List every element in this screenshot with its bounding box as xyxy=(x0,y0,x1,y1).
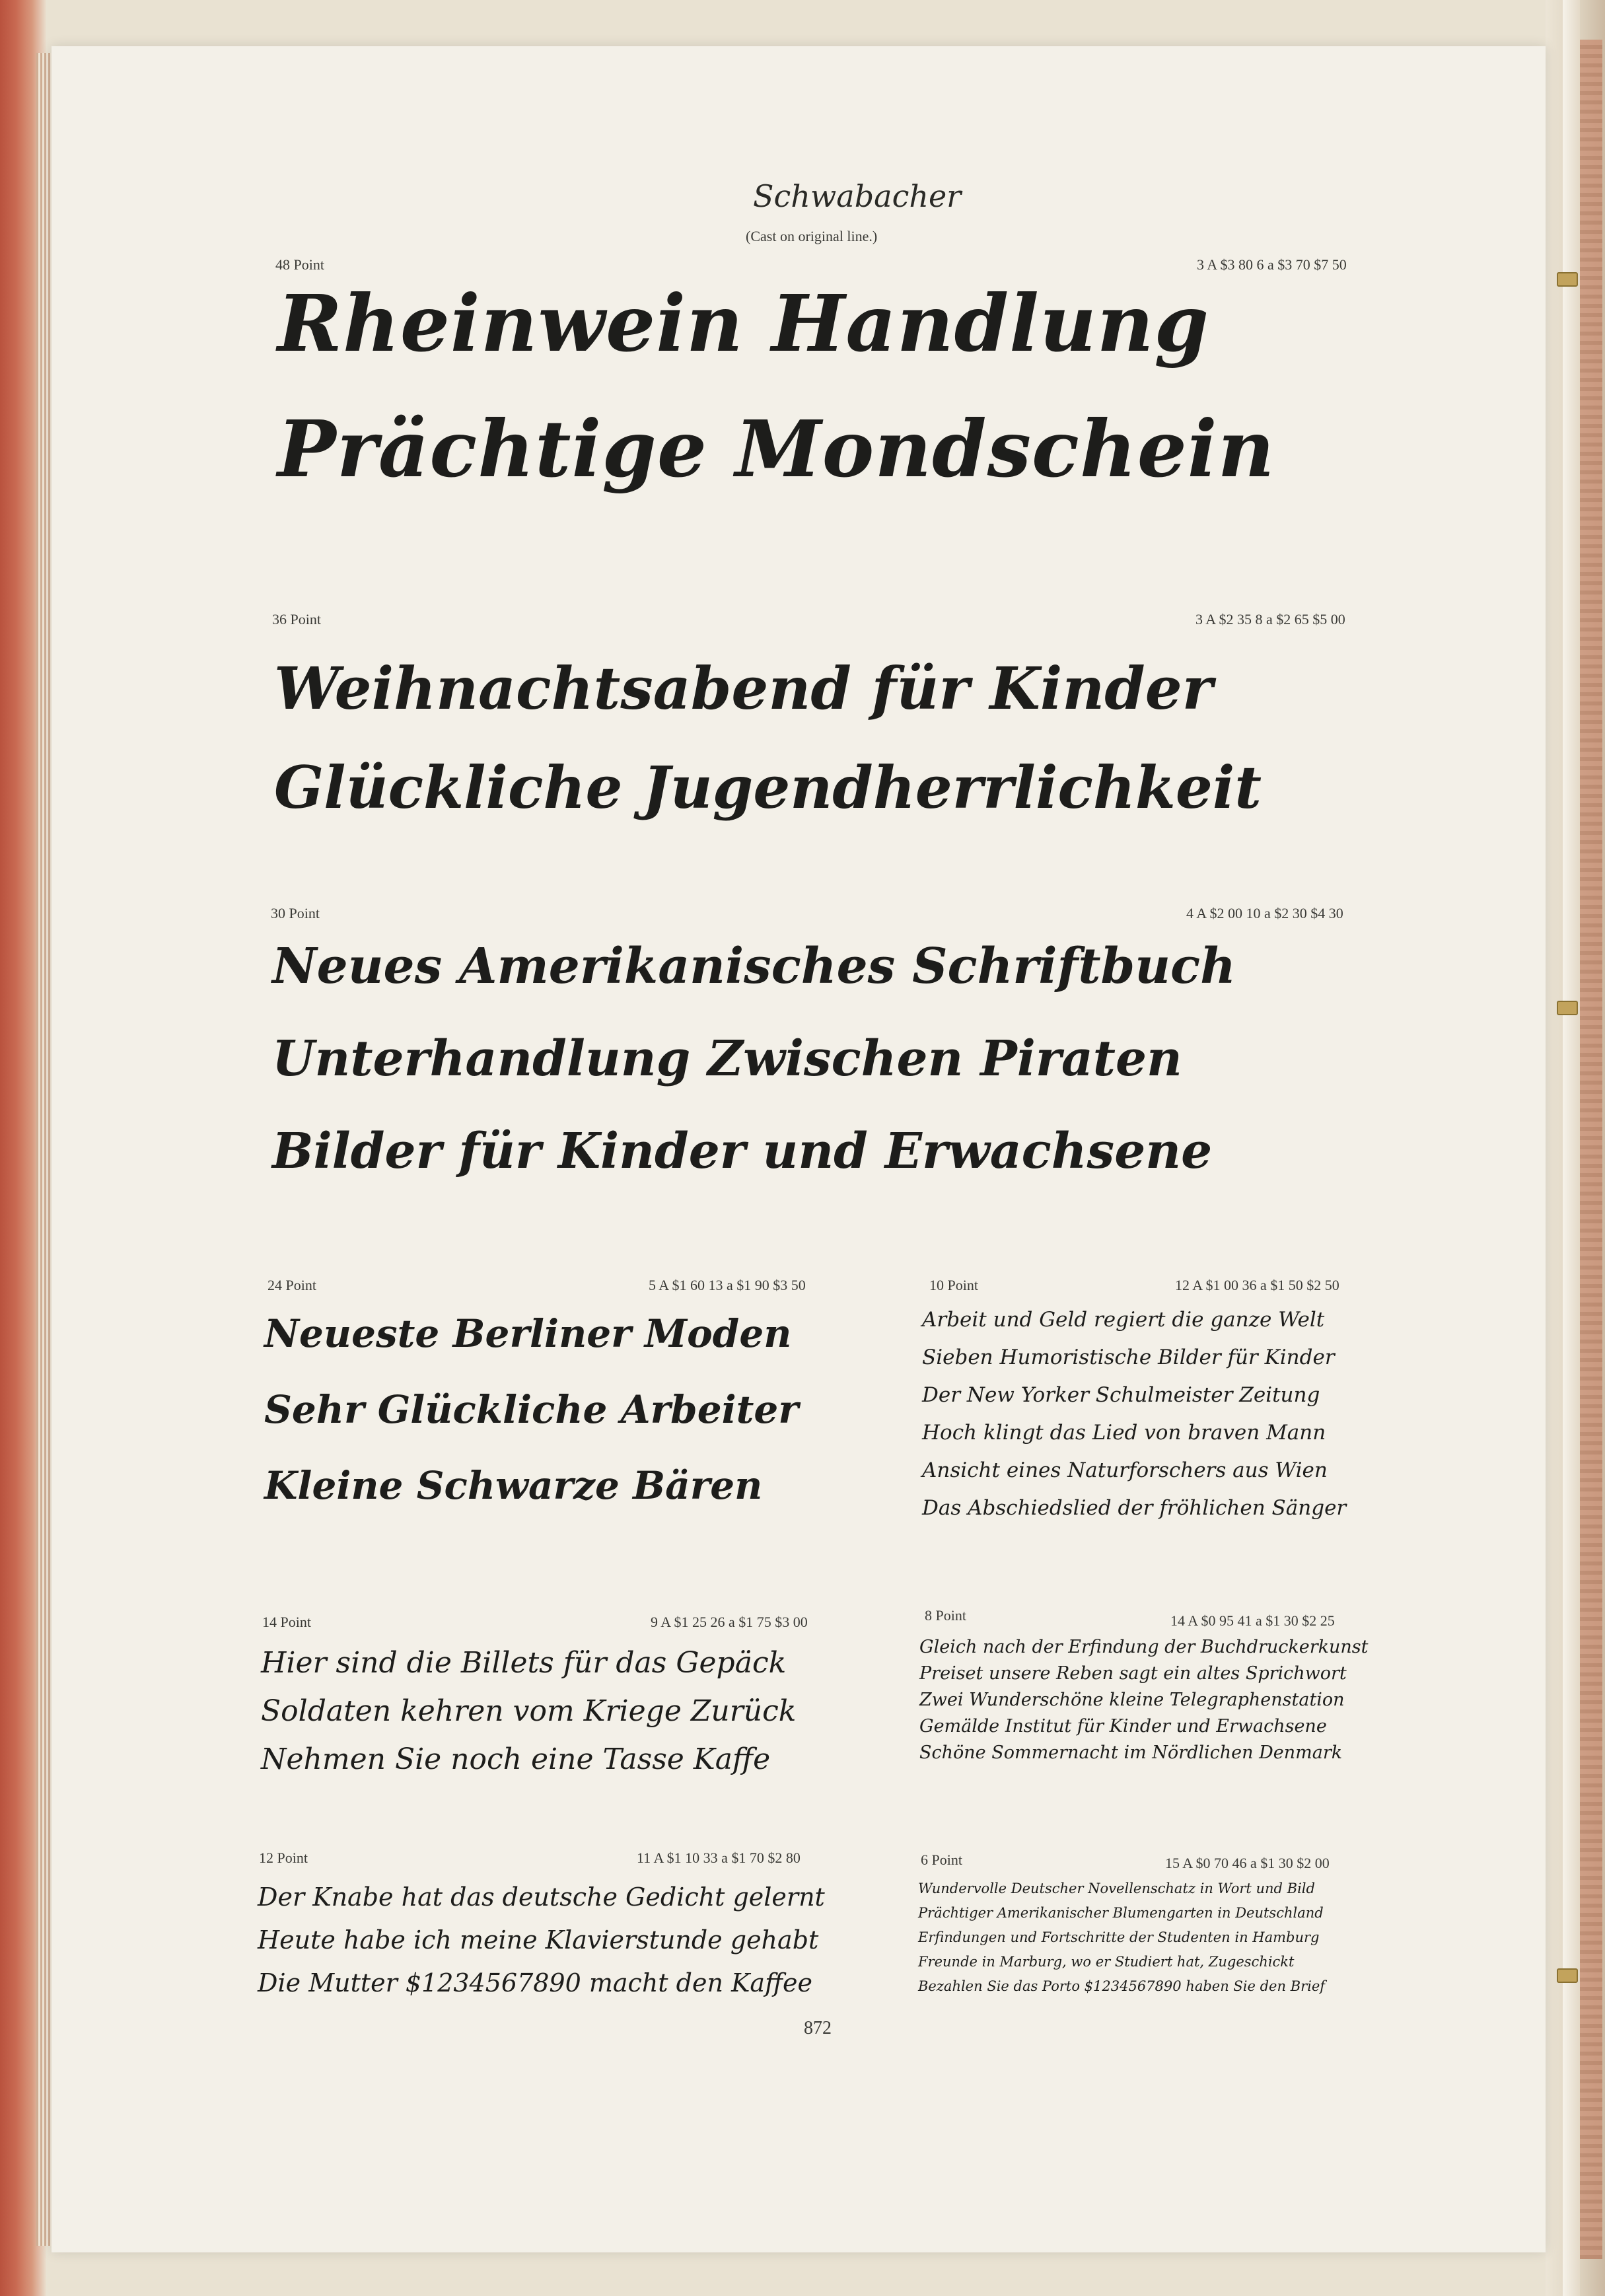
page-title: Schwabacher xyxy=(753,178,962,214)
specimen-size-label: 36 Point xyxy=(272,611,321,628)
specimen-line: Ansicht eines Naturforschers aus Wien xyxy=(922,1458,1328,1482)
gutter-strip xyxy=(1563,0,1580,2296)
specimen-price: 11 A $1 10 33 a $1 70 $2 80 xyxy=(637,1849,801,1866)
specimen-size-label: 8 Point xyxy=(925,1607,966,1624)
specimen-line: Die Mutter $1234567890 macht den Kaffee xyxy=(258,1968,812,1997)
specimen-line: Nehmen Sie noch eine Tasse Kaffe xyxy=(261,1742,771,1776)
specimen-line: Gemälde Institut für Kinder und Erwachsene xyxy=(919,1716,1327,1737)
specimen-price: 5 A $1 60 13 a $1 90 $3 50 xyxy=(649,1277,806,1293)
specimen-line: Hier sind die Billets für das Gepäck xyxy=(261,1646,787,1680)
specimen-price: 4 A $2 00 10 a $2 30 $4 30 xyxy=(1186,905,1343,921)
specimen-line: Preiset unsere Reben sagt ein altes Sprichwort xyxy=(919,1663,1347,1684)
specimen-size-label: 14 Point xyxy=(262,1614,311,1630)
specimen-line: Soldaten kehren vom Kriege Zurück xyxy=(261,1694,797,1728)
specimen-line: Schöne Sommernacht im Nördlichen Denmark xyxy=(919,1742,1343,1763)
page-subtitle: (Cast on original line.) xyxy=(746,228,878,244)
binding-clip xyxy=(1557,272,1578,287)
specimen-line: Bilder für Kinder und Erwachsene xyxy=(272,1123,1213,1180)
specimen-line: Erfindungen und Fortschritte der Studenten in Hamburg xyxy=(918,1929,1320,1945)
specimen-line: Das Abschiedslied der fröhlichen Sänger xyxy=(922,1496,1347,1520)
specimen-price: 12 A $1 00 36 a $1 50 $2 50 xyxy=(1175,1277,1339,1293)
specimen-size-label: 24 Point xyxy=(268,1277,316,1293)
specimen-line: Weihnachtsabend für Kinder xyxy=(274,654,1213,723)
specimen-line: Neueste Berliner Moden xyxy=(264,1311,792,1356)
specimen-line: Zwei Wunderschöne kleine Telegraphenstation xyxy=(919,1690,1345,1710)
specimen-size-label: 12 Point xyxy=(259,1849,308,1866)
specimen-line: Glückliche Jugendherrlichkeit xyxy=(274,753,1262,822)
specimen-size-label: 48 Point xyxy=(275,256,324,273)
specimen-line: Rheinwein Handlung xyxy=(277,277,1210,369)
specimen-line: Wundervolle Deutscher Novellenschatz in Wort und Bild xyxy=(918,1881,1315,1896)
specimen-size-label: 30 Point xyxy=(271,905,320,921)
page-number: 872 xyxy=(804,2018,832,2038)
specimen-line: Heute habe ich meine Klavierstunde gehabt xyxy=(258,1925,819,1955)
specimen-line: Sieben Humoristische Bilder für Kinder xyxy=(922,1345,1335,1369)
specimen-price: 14 A $0 95 41 a $1 30 $2 25 xyxy=(1170,1612,1335,1629)
specimen-line: Der Knabe hat das deutsche Gedicht gelernt xyxy=(258,1883,825,1912)
specimen-price: 15 A $0 70 46 a $1 30 $2 00 xyxy=(1165,1855,1330,1871)
specimen-line: Unterhandlung Zwischen Piraten xyxy=(272,1030,1182,1087)
specimen-line: Sehr Glückliche Arbeiter xyxy=(264,1387,799,1432)
binding-clip xyxy=(1557,1001,1578,1015)
specimen-line: Gleich nach der Erfindung der Buchdruckerkunst xyxy=(919,1637,1369,1657)
specimen-size-label: 6 Point xyxy=(921,1851,962,1868)
binding-cloth xyxy=(1580,40,1602,2259)
specimen-line: Bezahlen Sie das Porto $1234567890 haben Sie den Brief xyxy=(918,1978,1326,1994)
specimen-line: Prächtiger Amerikanischer Blumengarten in Deutschland xyxy=(918,1905,1324,1921)
specimen-size-label: 10 Point xyxy=(929,1277,978,1293)
specimen-line: Kleine Schwarze Bären xyxy=(264,1463,763,1508)
specimen-line: Arbeit und Geld regiert die ganze Welt xyxy=(922,1308,1325,1332)
specimen-price: 3 A $3 80 6 a $3 70 $7 50 xyxy=(1197,256,1347,273)
book-binding-right xyxy=(1546,0,1605,2296)
specimen-line: Hoch klingt das Lied von braven Mann xyxy=(922,1421,1326,1445)
specimen-line: Der New Yorker Schulmeister Zeitung xyxy=(922,1383,1320,1407)
specimen-line: Prächtige Mondschein xyxy=(277,403,1275,495)
specimen-price: 3 A $2 35 8 a $2 65 $5 00 xyxy=(1195,611,1345,628)
specimen-line: Neues Amerikanisches Schriftbuch xyxy=(272,938,1236,995)
binding-clip xyxy=(1557,1968,1578,1983)
specimen-price: 9 A $1 25 26 a $1 75 $3 00 xyxy=(651,1614,808,1630)
specimen-line: Freunde in Marburg, wo er Studiert hat, Zugeschickt xyxy=(918,1954,1295,1970)
